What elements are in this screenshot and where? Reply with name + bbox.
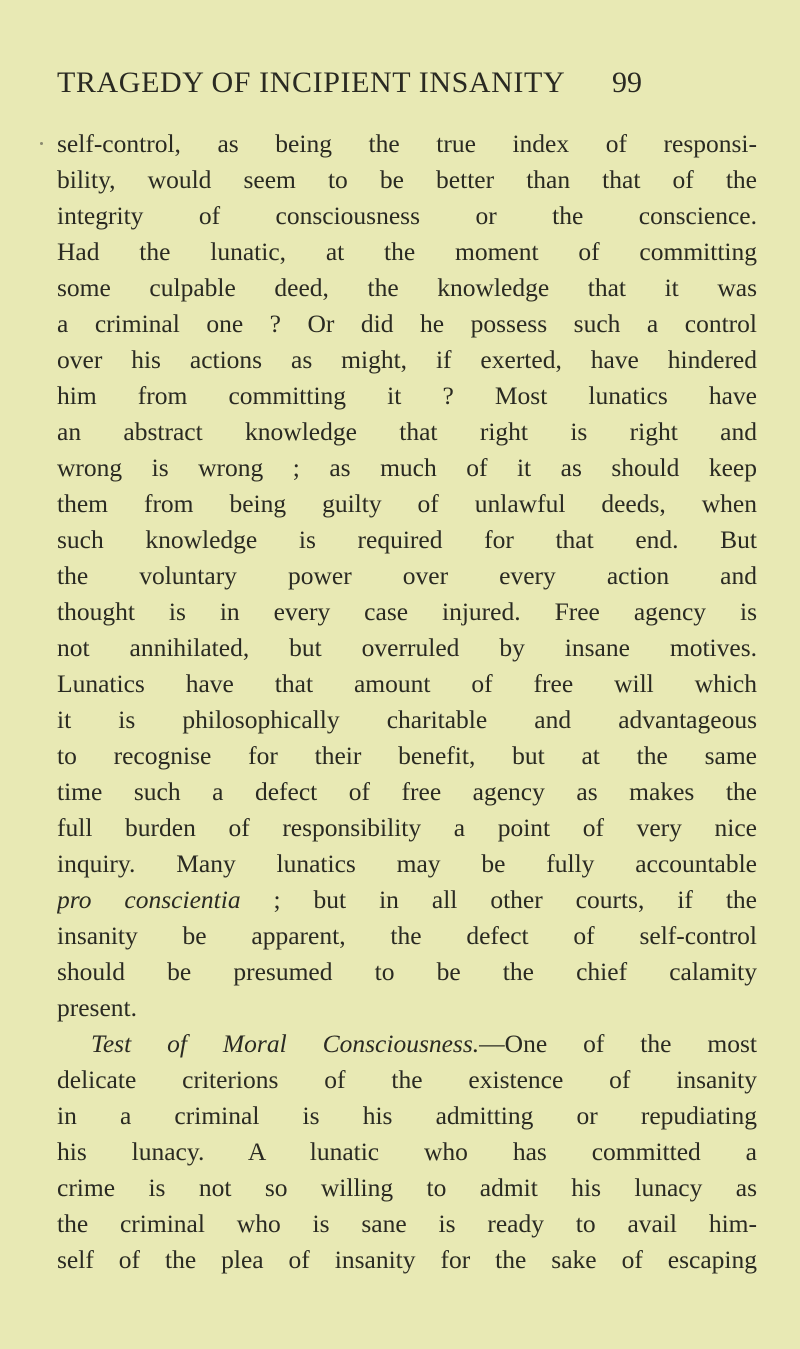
text-line: should be presumed to be the chief calamity xyxy=(57,957,757,986)
text-line: wrong is wrong ; as much of it as should keep xyxy=(57,453,757,482)
text-line: him from committing it ? Most lunatics have xyxy=(57,381,757,410)
text-line: the criminal who is sane is ready to avail him- xyxy=(57,1209,757,1238)
text-line: thought is in every case injured. Free agency is xyxy=(57,597,757,626)
text-line: self-control, as being the true index of responsi- xyxy=(57,129,757,158)
text-line: in a criminal is his admitting or repudiating xyxy=(57,1101,757,1130)
text-line: bility, would seem to be better than that of the xyxy=(57,165,757,194)
section-heading: Test of Moral Consciousness. xyxy=(91,1029,480,1058)
text-line: Had the lunatic, at the moment of committing xyxy=(57,237,757,266)
latin-phrase: pro conscientia xyxy=(57,885,241,914)
text-line: Lunatics have that amount of free will which xyxy=(57,669,757,698)
print-speck xyxy=(40,142,43,145)
text-run: ; but in all other courts, if the xyxy=(240,885,757,914)
text-line: them from being guilty of unlawful deeds, when xyxy=(57,489,757,518)
text-line: such knowledge is required for that end. But xyxy=(57,525,757,554)
text-line: to recognise for their benefit, but at the same xyxy=(57,741,757,770)
text-line: his lunacy. A lunatic who has committed a xyxy=(57,1137,757,1166)
text-line: a criminal one ? Or did he possess such a control xyxy=(57,309,757,338)
text-line: integrity of consciousness or the conscience. xyxy=(57,201,757,230)
text-line-latin-phrase xyxy=(57,882,757,918)
section-heading-line xyxy=(57,1026,757,1062)
text-line: full burden of responsibility a point of very nice xyxy=(57,813,757,842)
text-line: insanity be apparent, the defect of self-control xyxy=(57,921,757,950)
text-line: crime is not so willing to admit his lunacy as xyxy=(57,1173,757,1202)
page-number: 99 xyxy=(612,66,642,99)
text-line: not annihilated, but overruled by insane motives. xyxy=(57,633,757,662)
text-line: it is philosophically charitable and advantageous xyxy=(57,705,757,734)
text-line: the voluntary power over every action and xyxy=(57,561,757,590)
text-line: delicate criterions of the existence of insanity xyxy=(57,1065,757,1094)
text-line: inquiry. Many lunatics may be fully accountable xyxy=(57,849,757,878)
text-line: some culpable deed, the knowledge that it was xyxy=(57,273,757,302)
text-line: time such a defect of free agency as makes the xyxy=(57,777,757,806)
text-line: self of the plea of insanity for the sake of escaping xyxy=(57,1245,757,1274)
text-line: an abstract knowledge that right is right and xyxy=(57,417,757,446)
text-line: present. xyxy=(57,993,138,1022)
text-run: —One of the most xyxy=(479,1029,757,1058)
running-title: TRAGEDY OF INCIPIENT INSANITY xyxy=(57,66,566,99)
body-text xyxy=(57,126,757,1278)
running-head xyxy=(57,66,657,106)
text-line: over his actions as might, if exerted, have hindered xyxy=(57,345,757,374)
